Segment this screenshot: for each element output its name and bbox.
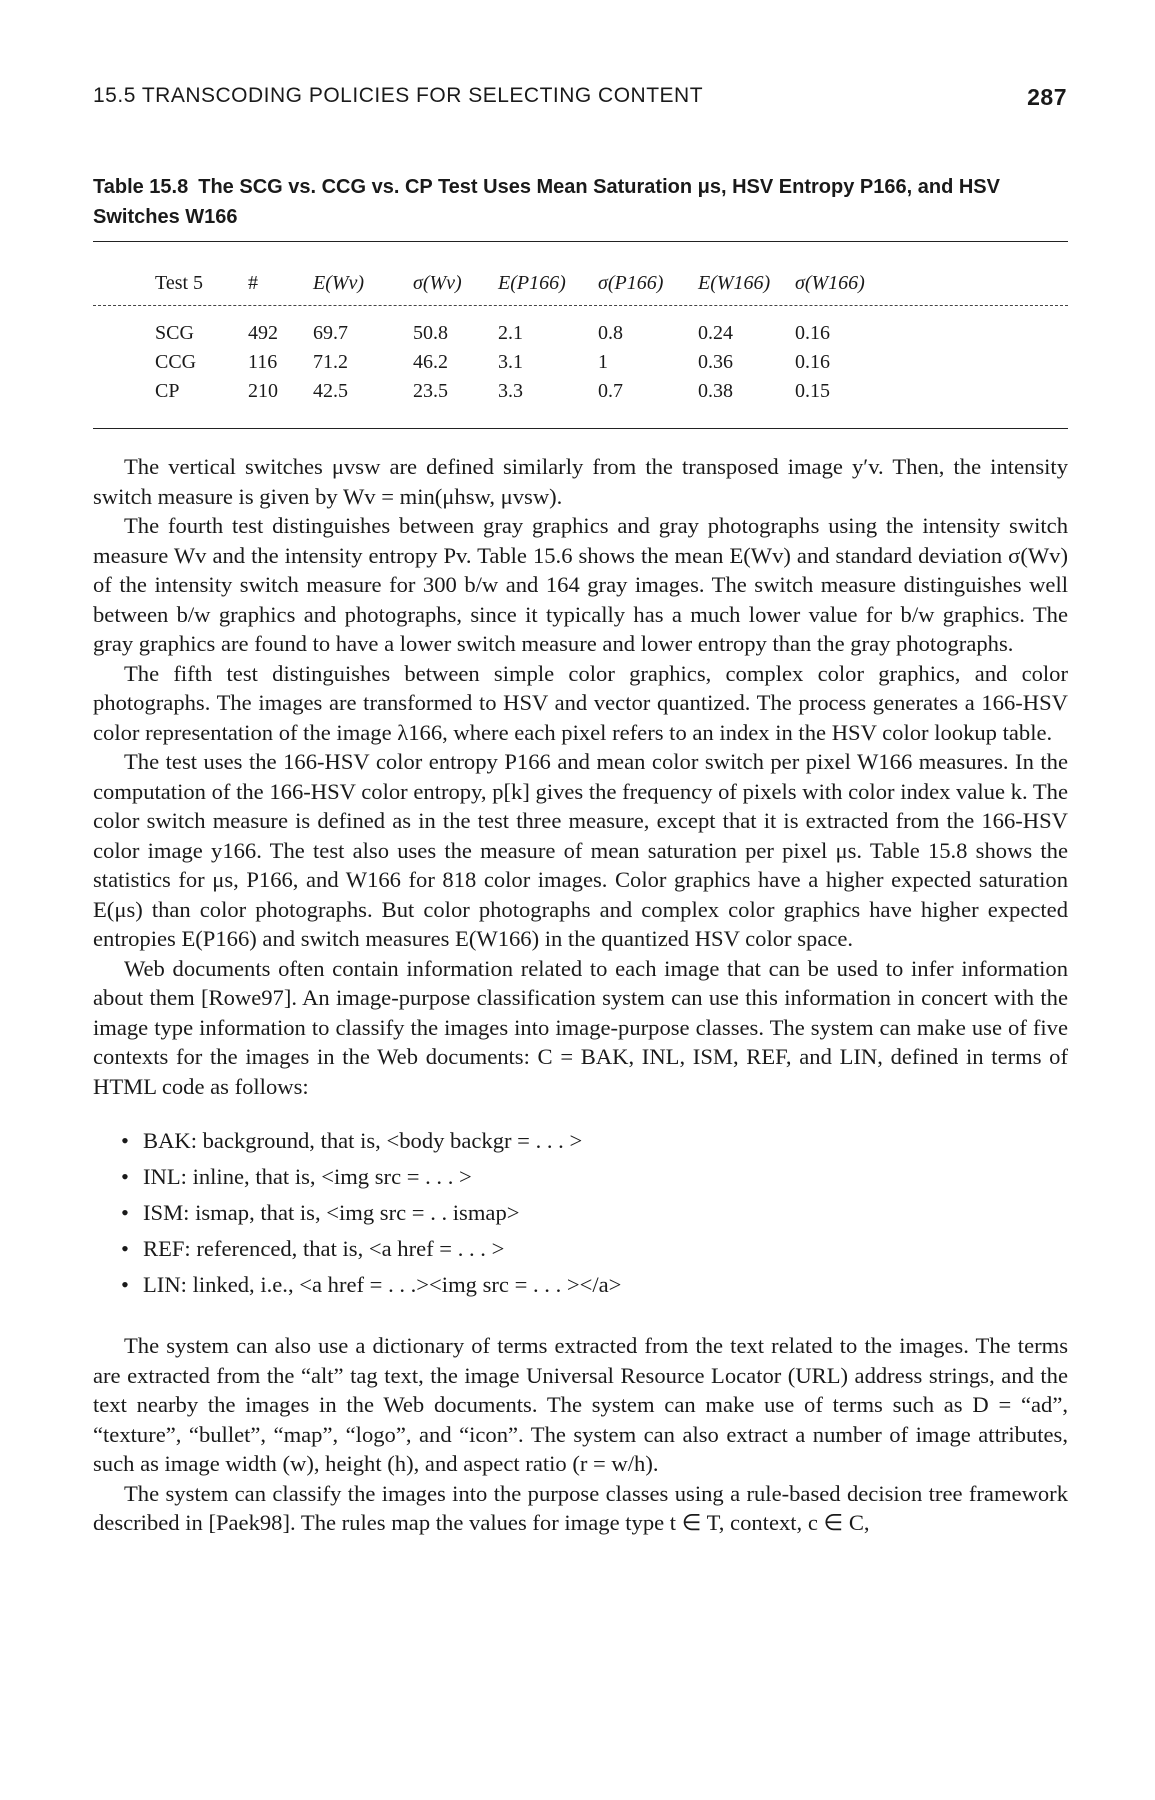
table-cell: 50.8 [413, 322, 448, 344]
table-cell: 1 [598, 351, 608, 373]
table-cell: 3.1 [498, 351, 523, 373]
table-cell: 0.16 [795, 322, 830, 344]
table-cell: 492 [248, 322, 278, 344]
statistics-table [155, 263, 885, 406]
bullet-icon: • [121, 1236, 129, 1261]
paragraph: The fourth test distinguishes between gray graphics and gray photographs using the intensity switch measure Wv and the intensity entropy Pv. Table 15.6 shows the mean E(Wv) and standard deviation σ(Wv) of the intensity switch measure for 300 b/w and 164 gray images. The switch measure distinguishes well between b/w graphics and photographs, since it typically has a much lower value for b/w graphics. The gray graphics are found to have a lower switch measure and lower entropy than the gray photographs. [93, 513, 1068, 656]
table-cell: 46.2 [413, 351, 448, 373]
table-cell: 0.16 [795, 351, 830, 373]
table-cell: 210 [248, 380, 278, 402]
bullet-icon: • [121, 1128, 129, 1153]
paragraph: The system can classify the images into the purpose classes using a rule-based decision tree framework described in [Paek98]. The rules map the values for image type t ∈ T, context, c ∈ C, [93, 1480, 1068, 1535]
table-cell: 0.8 [598, 322, 623, 344]
column-header: σ(P166) [598, 271, 664, 294]
table-cell: 3.3 [498, 380, 523, 402]
list-item [121, 1231, 1068, 1267]
column-header: Test 5 [155, 271, 204, 294]
list-item-text: REF: referenced, that is, <a href = . . . > [143, 1236, 505, 1261]
table-cell: SCG [155, 322, 194, 344]
list-item-text: LIN: linked, i.e., <a href = . . .><img src = . . . ></a> [143, 1272, 622, 1297]
column-header: # [248, 271, 258, 294]
table-cell: 116 [248, 351, 278, 373]
table-cell: 0.15 [795, 380, 830, 402]
bullet-icon: • [121, 1200, 129, 1225]
list-item [121, 1123, 1068, 1159]
paragraph: The system can also use a dictionary of terms extracted from the text related to the images. The terms are extracted from the “alt” tag text, the image Universal Resource Locator (URL) address strings, and the text nearby the images in the Web documents. The system can make use of terms such as D = “ad”, “texture”, “bullet”, “map”, “logo”, and “icon”. The system can also extract a number of image attributes, such as image width (w), height (h), and aspect ratio (r = w/h). [93, 1333, 1068, 1476]
list-item [121, 1195, 1068, 1231]
context-list [121, 1123, 1068, 1303]
table-cell: 0.38 [698, 380, 733, 402]
table-row [155, 319, 885, 348]
paragraph: The test uses the 166-HSV color entropy P166 and mean color switch per pixel W166 measures. In the computation of the 166-HSV color entropy, p[k] gives the frequency of pixels with color index value k. The color switch measure is defined as in the test three measure, except that it is extracted from the 166-HSV color image y166. The test also uses the measure of mean saturation per pixel μs. Table 15.8 shows the statistics for μs, P166, and W166 for 818 color images. Color graphics have a higher expected saturation E(μs) than color photographs. But color photographs and complex color graphics have higher expected entropies E(P166) and switch measures E(W166) in the quantized HSV color space. [93, 749, 1068, 951]
bullet-icon: • [121, 1164, 129, 1189]
list-item-text: BAK: background, that is, <body backgr = . . . > [143, 1128, 583, 1153]
paragraph: The vertical switches μvsw are defined similarly from the transposed image y′v. Then, the intensity switch measure is given by Wv = min(μhsw, μvsw). [93, 454, 1068, 509]
section-title: 15.5 TRANSCODING POLICIES FOR SELECTING CONTENT [93, 84, 704, 107]
paragraph: The fifth test distinguishes between simple color graphics, complex color graphics, and color photographs. The images are transformed to HSV and vector quantized. The process generates a 166-HSV color representation of the image λ166, where each pixel refers to an index in the HSV color lookup table. [93, 660, 1068, 745]
table-cell: 23.5 [413, 380, 448, 402]
page-number: 287 [1027, 84, 1067, 110]
list-item-text: ISM: ismap, that is, <img src = . . ismap> [143, 1200, 520, 1225]
column-header: E(Wv) [313, 271, 365, 294]
table-cell: 2.1 [498, 322, 523, 344]
bullet-icon: • [121, 1272, 129, 1297]
list-item-text: INL: inline, that is, <img src = . . . > [143, 1164, 472, 1189]
table-cell: 0.24 [698, 322, 733, 344]
column-header: E(W166) [698, 271, 771, 294]
running-head [93, 84, 1067, 118]
table-cell: CCG [155, 351, 197, 373]
table-cell: 42.5 [313, 380, 348, 402]
table-header-row [155, 263, 885, 303]
table-caption [93, 172, 1068, 232]
column-header: σ(W166) [795, 271, 865, 294]
column-header: σ(Wv) [413, 271, 462, 294]
column-header: E(P166) [498, 271, 566, 294]
table-top-rule [93, 241, 1068, 242]
table-cell: CP [155, 380, 180, 402]
table-title: The SCG vs. CCG vs. CP Test Uses Mean Saturation μs, HSV Entropy P166, and HSV Switches W166 [93, 176, 1000, 228]
paragraph: Web documents often contain information related to each image that can be used to infer information about them [Rowe97]. An image-purpose classification system can use this information in concert with the image type information to classify the images into image-purpose classes. The system can make use of five contexts for the images in the Web documents: C = BAK, INL, ISM, REF, and LIN, defined in terms of HTML code as follows: [93, 955, 1068, 1099]
list-item [121, 1159, 1068, 1195]
table-cell: 0.36 [698, 351, 733, 373]
table-label: Table 15.8 [93, 176, 189, 198]
list-item [121, 1267, 1068, 1303]
body-text [93, 452, 1068, 1538]
table-row [155, 348, 885, 377]
table-cell: 69.7 [313, 322, 348, 344]
table-cell: 71.2 [313, 351, 348, 373]
table-row [155, 377, 885, 406]
table-bottom-rule [93, 428, 1068, 429]
table-cell: 0.7 [598, 380, 623, 402]
